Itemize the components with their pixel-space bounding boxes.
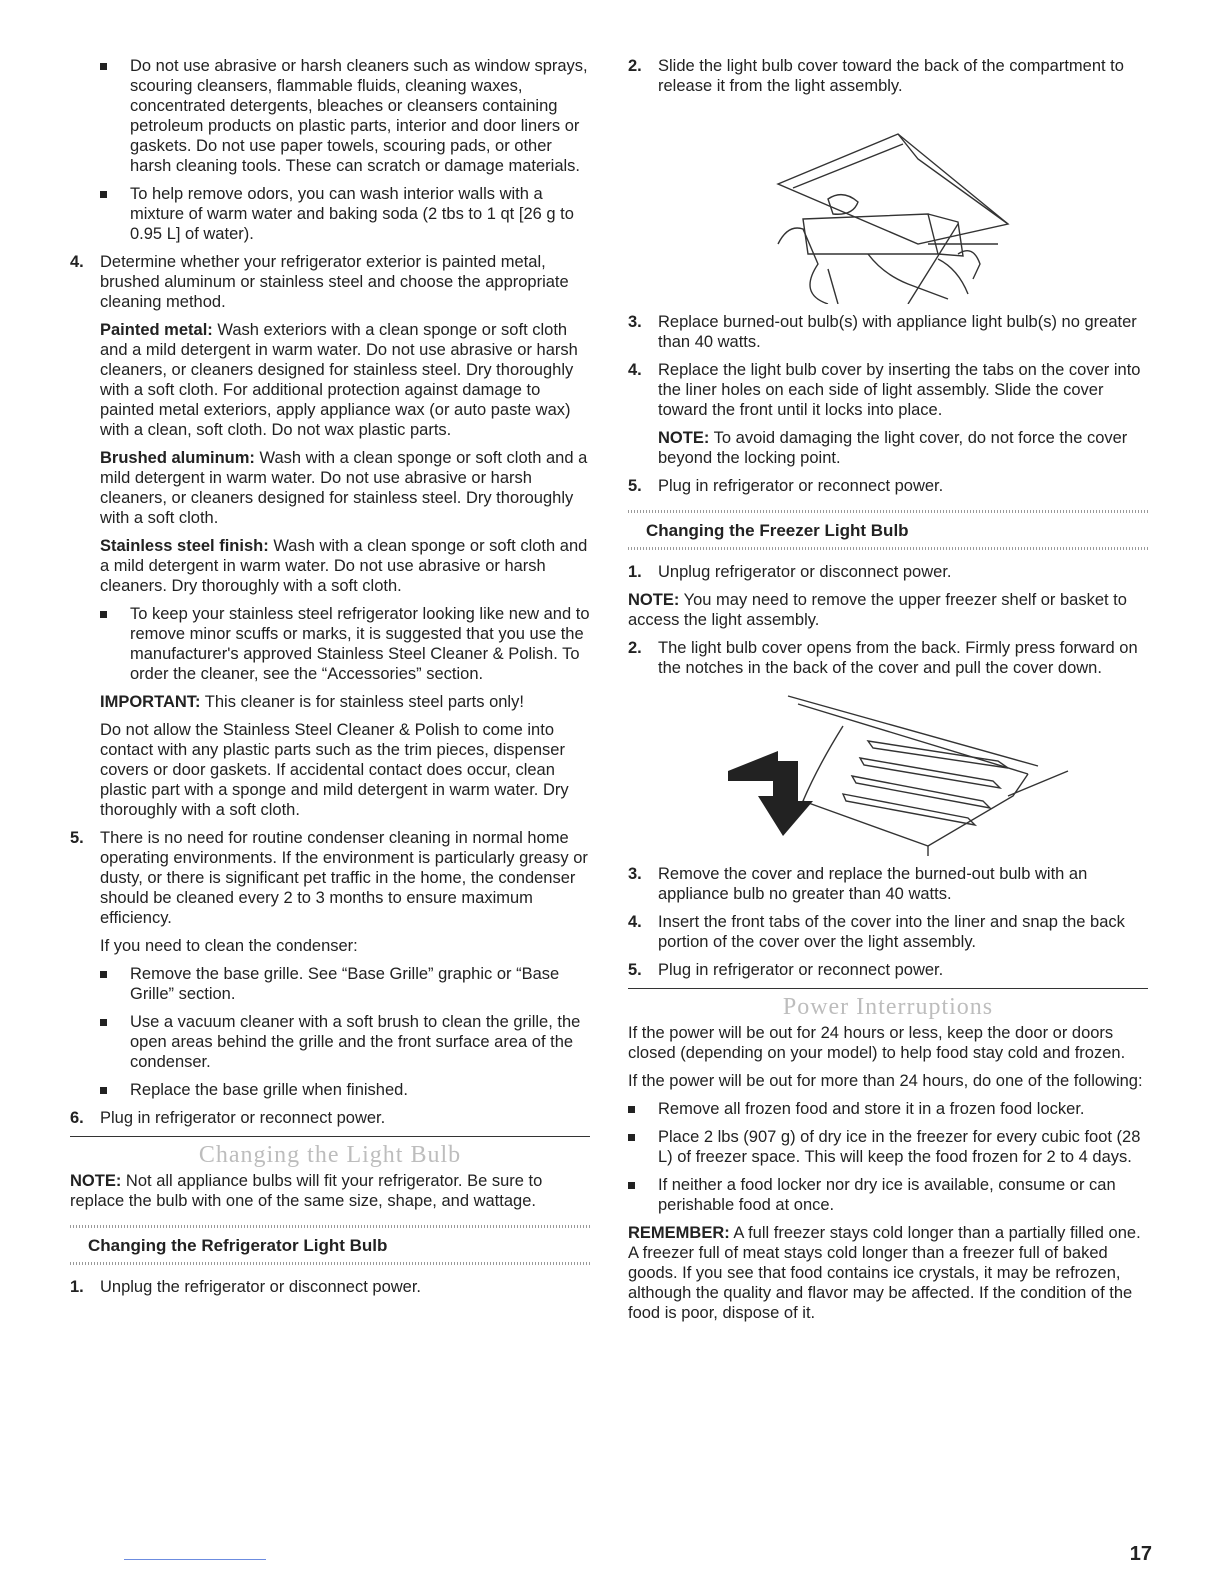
step-4: 4. Determine whether your refrigerator exterior is painted metal, brushed aluminum or stainless steel and choose the appropriate cleaning method.: [70, 253, 569, 311]
painted-metal-paragraph: Painted metal: Wash exteriors with a clean sponge or soft cloth and a mild detergent in warm water. Do not use abrasive or harsh cleaners, or cleaners designed for stainless steel. Dry thoroughly with a soft cloth. For additional protection against damage to painted metal exteriors, apply appliance wax (or auto paste wax) with a clean, soft cloth. Do not wax plastic parts.: [100, 321, 578, 439]
fz-step-4: 4. Insert the front tabs of the cover into the liner and snap the back portion of the cover over the light assembly.: [628, 913, 1125, 951]
left-column: [70, 56, 590, 1305]
refrigerator-light-subheading-block: [70, 1225, 590, 1265]
ref-step-2: 2. Slide the light bulb cover toward the back of the compartment to release it from the light assembly.: [628, 57, 1124, 95]
freezer-light-cover-illustration: [628, 686, 1148, 856]
ref-step-4: 4. Replace the light bulb cover by inserting the tabs on the cover into the liner holes on each side of light assembly. Slide the cover toward the front until it locks into place.: [628, 361, 1141, 419]
page-number: 17: [1129, 1543, 1152, 1565]
ref-step-3: 3. Replace burned-out bulb(s) with appliance light bulb(s) no greater than 40 watts.: [628, 313, 1137, 351]
brushed-aluminum-paragraph: Brushed aluminum: Wash with a clean sponge or soft cloth and a mild detergent in warm water. Do not use abrasive or harsh cleaners, or cleaners designed for stainless steel. Dry thoroughly with a soft cloth.: [100, 449, 588, 527]
light-bulb-note: NOTE: Not all appliance bulbs will fit your refrigerator. Be sure to replace the bulb with one of the same size, shape, and wattage.: [70, 1172, 543, 1210]
step-5: 5. There is no need for routine condenser cleaning in normal home operating environments. If the environment is particularly greasy or dusty, or there is significant pet traffic in the home, the condenser should be cleaned every 2 to 3 months to ensure maximum efficiency.: [70, 829, 588, 927]
ref-step-5: 5. Plug in refrigerator or reconnect power.: [628, 477, 944, 495]
list-item: To help remove odors, you can wash interior walls with a mixture of warm water and baking soda (2 tbs to 1 qt [26 g to 0.95 L] of water).: [70, 184, 590, 244]
fz-step-2: 2. The light bulb cover opens from the back. Firmly press forward on the notches in the back of the cover and pull the cover down.: [628, 639, 1138, 677]
ref-note: NOTE: To avoid damaging the light cover, do not force the cover beyond the locking point.: [658, 429, 1128, 467]
list-item: Do not use abrasive or harsh cleaners such as window sprays, scouring cleansers, flammable fluids, cleaning waxes, concentrated detergents, bleaches or cleansers containing petroleum products on plastic parts, interior and door liners or gaskets. Do not use paper towels, scouring pads, or other harsh cleaning tools. These can scratch or damage materials.: [70, 56, 590, 176]
freezer-light-subheading-block: [628, 510, 1148, 550]
list-item: Use a vacuum cleaner with a soft brush to clean the grille, the open areas behind the grille and the front surface area of the condenser.: [70, 1012, 590, 1072]
stainless-paragraph: Stainless steel finish: Wash with a clean sponge or soft cloth and a mild detergent in warm water. Do not use abrasive or harsh cleaners. Dry thoroughly with a soft cloth.: [100, 537, 588, 595]
section-divider: [70, 1136, 590, 1137]
power-paragraph-1: If the power will be out for 24 hours or less, keep the door or doors closed (depending on your model) to help food stay cold and frozen.: [628, 1024, 1126, 1062]
important-note: IMPORTANT: This cleaner is for stainless steel parts only!: [100, 693, 524, 711]
right-column: [628, 56, 1148, 1331]
list-item: Remove all frozen food and store it in a frozen food locker.: [628, 1099, 1148, 1119]
section-title-light-bulb: Changing the Light Bulb: [198, 1142, 462, 1168]
list-item: If neither a food locker nor dry ice is available, consume or can perishable food at once.: [628, 1175, 1148, 1215]
list-item: Replace the base grille when finished.: [70, 1080, 590, 1100]
section-title-power-interruptions: Power Interruptions: [782, 994, 994, 1020]
do-not-allow-paragraph: Do not allow the Stainless Steel Cleaner & Polish to come into contact with any plastic parts such as the trim pieces, dispenser covers or door gaskets. If accidental contact does occur, clean plastic part with a sponge and mild detergent in warm water. Dry thoroughly with a soft cloth.: [100, 721, 569, 819]
subheading-freezer-light: Changing the Freezer Light Bulb: [646, 521, 909, 540]
fz-step-1: 1. Unplug refrigerator or disconnect power.: [628, 563, 952, 581]
fz-step-3: 3. Remove the cover and replace the burned-out bulb with an appliance bulb no greater than 40 watts.: [628, 865, 1088, 903]
remember-paragraph: REMEMBER: A full freezer stays cold longer than a partially filled one. A freezer full of meat stays cold longer than a freezer full of baked goods. If you see that food contains ice crystals, it may be refrozen, although the quality and flavor may be affected. If the condition of the food is poor, dispose of it.: [628, 1224, 1141, 1322]
dotted-rule: [70, 1262, 590, 1265]
step-6: 6. Plug in refrigerator or reconnect power.: [70, 1109, 386, 1127]
footer-line: [124, 1559, 266, 1560]
fz-note: NOTE: You may need to remove the upper freezer shelf or basket to access the light assembly.: [628, 591, 1127, 629]
list-item: Place 2 lbs (907 g) of dry ice in the freezer for every cubic foot (28 L) of freezer space. This will keep the food frozen for 2 to 4 days.: [628, 1127, 1148, 1167]
condenser-intro: If you need to clean the condenser:: [100, 937, 358, 955]
section-divider: [628, 988, 1148, 989]
power-paragraph-2: If the power will be out for more than 24 hours, do one of the following:: [628, 1072, 1143, 1090]
refrigerator-light-cover-illustration: [628, 104, 1148, 304]
ref-step-1: 1. Unplug the refrigerator or disconnect power.: [70, 1278, 422, 1296]
list-item: To keep your stainless steel refrigerator looking like new and to remove minor scuffs or marks, it is suggested that you use the manufacturer's approved Stainless Steel Cleaner & Polish. To order the cleaner, see the “Accessories” section.: [70, 604, 590, 684]
dotted-rule: [628, 547, 1148, 550]
subheading-refrigerator-light: Changing the Refrigerator Light Bulb: [88, 1236, 388, 1255]
list-item: Remove the base grille. See “Base Grille” graphic or “Base Grille” section.: [70, 964, 590, 1004]
fz-step-5: 5. Plug in refrigerator or reconnect power.: [628, 961, 944, 979]
